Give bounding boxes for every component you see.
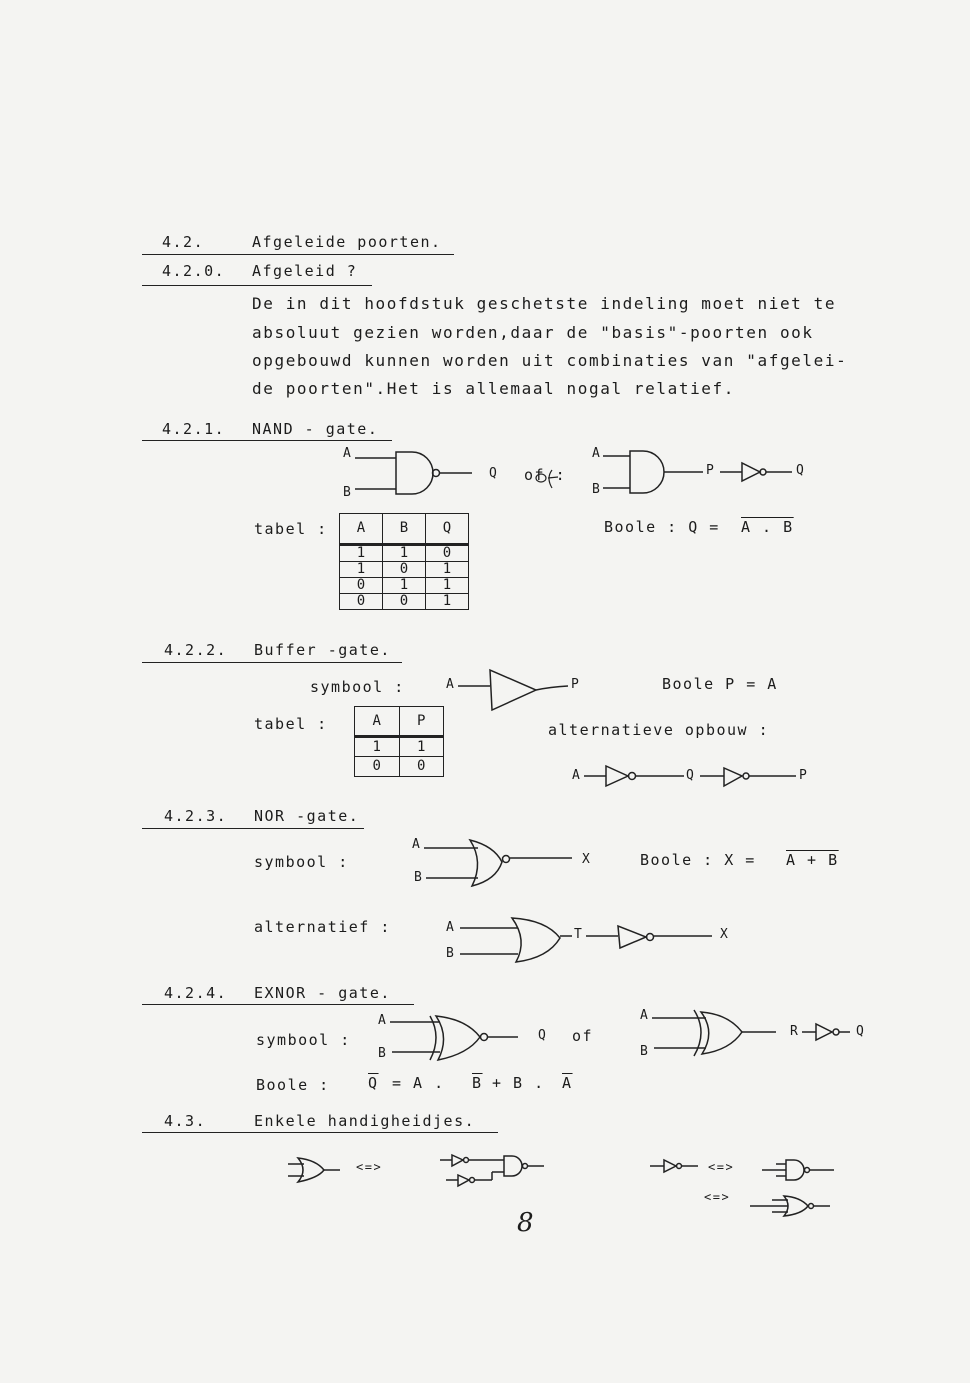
nand-alt-b: B bbox=[592, 482, 602, 497]
underline-4-3 bbox=[142, 1132, 498, 1133]
equivalence-arrow-2: <=> bbox=[708, 1160, 735, 1174]
underline-4-2 bbox=[142, 254, 454, 255]
nand-output-q: Q bbox=[489, 466, 499, 481]
inverter-icon bbox=[720, 463, 792, 481]
section-title-nor: NOR -gate. bbox=[254, 807, 360, 825]
exnor-input-b: B bbox=[378, 1046, 388, 1061]
section-number-4-2-2: 4.2.2. bbox=[164, 641, 228, 659]
nor-symbool-label: symbool : bbox=[254, 853, 349, 871]
buffer-boole: Boole P = A bbox=[662, 675, 778, 693]
buffer-input-a: A bbox=[446, 677, 456, 692]
nor-input-a: A bbox=[412, 837, 422, 852]
table-cell: 0 bbox=[383, 594, 426, 610]
equivalence-arrow-1: <=> bbox=[356, 1160, 383, 1174]
exnor-symbool-label: symbool : bbox=[256, 1031, 351, 1049]
small-nor-gate-icon bbox=[750, 1196, 830, 1216]
table-row bbox=[340, 545, 469, 562]
buffer-alt-p: P bbox=[799, 768, 809, 783]
nand-input-a: A bbox=[343, 446, 353, 461]
intro-line-4: de poorten".Het is allemaal nogal relatief. bbox=[252, 379, 736, 398]
buffer-truth-table bbox=[354, 706, 444, 777]
buffer-alt-label: alternatieve opbouw : bbox=[548, 721, 770, 739]
buffer-output-p: P bbox=[571, 677, 581, 692]
buffer-alt-a: A bbox=[572, 768, 582, 783]
exnor-expr-eq: = A . bbox=[392, 1074, 445, 1092]
exnor-boole-label: Boole : bbox=[256, 1076, 330, 1094]
table-row bbox=[355, 737, 444, 757]
underline-4-2-4 bbox=[142, 1004, 414, 1005]
exnor-of-label: of bbox=[572, 1027, 594, 1045]
table-header: B bbox=[383, 514, 426, 545]
underline-4-2-2 bbox=[142, 662, 402, 663]
section-title-buffer: Buffer -gate. bbox=[254, 641, 391, 659]
table-row bbox=[340, 594, 469, 610]
small-inverter-icon bbox=[650, 1160, 698, 1172]
section-number-4-2-0: 4.2.0. bbox=[162, 262, 226, 280]
table-header: Q bbox=[426, 514, 469, 545]
nor-alt-a: A bbox=[446, 920, 456, 935]
nand-gate-icon bbox=[355, 452, 472, 494]
exnor-output-q: Q bbox=[538, 1028, 548, 1043]
underline-4-2-0 bbox=[142, 285, 372, 286]
section-number-4-2: 4.2. bbox=[162, 233, 205, 251]
table-cell: 0 bbox=[426, 545, 469, 562]
and-gate-icon bbox=[603, 451, 703, 493]
table-cell: 1 bbox=[340, 562, 383, 578]
table-cell: 1 bbox=[399, 737, 444, 757]
table-cell: 1 bbox=[383, 545, 426, 562]
section-title-exnor: EXNOR - gate. bbox=[254, 984, 391, 1002]
inverters-into-nand-icon bbox=[440, 1155, 544, 1186]
exnor-expr-a: $\overline{A}$ bbox=[562, 1074, 573, 1092]
nor-input-b: B bbox=[414, 870, 424, 885]
section-title-nand: NAND - gate. bbox=[252, 420, 379, 438]
table-row bbox=[340, 578, 469, 594]
table-cell: 0 bbox=[383, 562, 426, 578]
exnor-input-a: A bbox=[378, 1013, 388, 1028]
buffer-tabel-label: tabel : bbox=[254, 715, 328, 733]
nand-input-b: B bbox=[343, 485, 353, 500]
table-row bbox=[340, 562, 469, 578]
underline-4-2-3 bbox=[142, 828, 364, 829]
buffer-symbool-label: symbool : bbox=[310, 678, 405, 696]
intro-line-2: absoluut gezien worden,daar de "basis"-poorten ook bbox=[252, 323, 814, 342]
table-cell: 0 bbox=[355, 757, 400, 777]
exnor-gate-icon bbox=[390, 1016, 518, 1060]
nor-alt-b: B bbox=[446, 946, 456, 961]
equivalence-arrow-3: <=> bbox=[704, 1190, 731, 1204]
nor-boole-prefix: Boole : X = bbox=[640, 851, 756, 869]
table-cell: 1 bbox=[340, 545, 383, 562]
or-gate-icon bbox=[460, 918, 618, 962]
section-number-4-2-3: 4.2.3. bbox=[164, 807, 228, 825]
table-header: P bbox=[399, 707, 444, 737]
section-number-4-2-1: 4.2.1. bbox=[162, 420, 226, 438]
exnor-expr-b: $\overline{B}$ bbox=[472, 1074, 483, 1092]
nand-boole-expr: A . B bbox=[741, 518, 794, 536]
nand-tabel-label: tabel : bbox=[254, 520, 328, 538]
table-cell: 1 bbox=[426, 594, 469, 610]
nor-alt-x: X bbox=[720, 927, 730, 942]
nor-alt-label: alternatief : bbox=[254, 918, 391, 936]
table-row bbox=[355, 757, 444, 777]
exnor-alt-b: B bbox=[640, 1044, 650, 1059]
section-title-handigheidjes: Enkele handigheidjes. bbox=[254, 1112, 476, 1130]
exnor-alt-a: A bbox=[640, 1008, 650, 1023]
table-cell: 1 bbox=[426, 562, 469, 578]
nand-boole-prefix: Boole : Q = bbox=[604, 518, 720, 536]
table-header: A bbox=[355, 707, 400, 737]
intro-line-3: opgebouwd kunnen worden uit combinaties van "afgelei- bbox=[252, 351, 848, 370]
table-header: A bbox=[340, 514, 383, 545]
section-number-4-3: 4.3. bbox=[164, 1112, 207, 1130]
nand-of-label: of : bbox=[524, 466, 567, 484]
nand-truth-table bbox=[339, 513, 469, 610]
nand-alt-p: P bbox=[706, 463, 716, 478]
section-title-afgeleide-poorten: Afgeleide poorten. bbox=[252, 233, 442, 251]
table-cell: 1 bbox=[383, 578, 426, 594]
buffer-gate-icon bbox=[458, 670, 568, 710]
xor-gate-icon bbox=[652, 1010, 776, 1056]
table-cell: 0 bbox=[340, 594, 383, 610]
table-row bbox=[355, 707, 444, 737]
small-or-gate-icon bbox=[288, 1158, 340, 1182]
exnor-alt-r: R bbox=[790, 1024, 800, 1039]
nand-alt-a: A bbox=[592, 446, 602, 461]
buffer-alt-q: Q bbox=[686, 768, 696, 783]
exnor-alt-q: Q bbox=[856, 1024, 866, 1039]
table-cell: 1 bbox=[355, 737, 400, 757]
nand-alt-q: Q bbox=[796, 463, 806, 478]
inverter-icon bbox=[618, 926, 712, 948]
handwritten-page-number: 8 bbox=[517, 1208, 534, 1238]
intro-line-1: De in dit hoofdstuk geschetste indeling moet niet te bbox=[252, 294, 837, 313]
small-nand-gate-icon bbox=[762, 1160, 834, 1180]
nor-output-x: X bbox=[582, 852, 592, 867]
table-cell: 0 bbox=[340, 578, 383, 594]
underline-4-2-1 bbox=[142, 440, 392, 441]
exnor-expr-q: $\overline{Q}$ bbox=[368, 1074, 379, 1092]
nor-alt-t: T bbox=[574, 927, 584, 942]
table-cell: 0 bbox=[399, 757, 444, 777]
table-row bbox=[340, 514, 469, 545]
nor-gate-icon bbox=[424, 840, 572, 886]
table-cell: 1 bbox=[426, 578, 469, 594]
exnor-expr-plus: + B . bbox=[492, 1074, 545, 1092]
section-number-4-2-4: 4.2.4. bbox=[164, 984, 228, 1002]
inverter-icon bbox=[802, 1024, 850, 1040]
nor-boole-expr: A + B bbox=[786, 851, 839, 869]
section-title-afgeleid: Afgeleid ? bbox=[252, 262, 358, 280]
